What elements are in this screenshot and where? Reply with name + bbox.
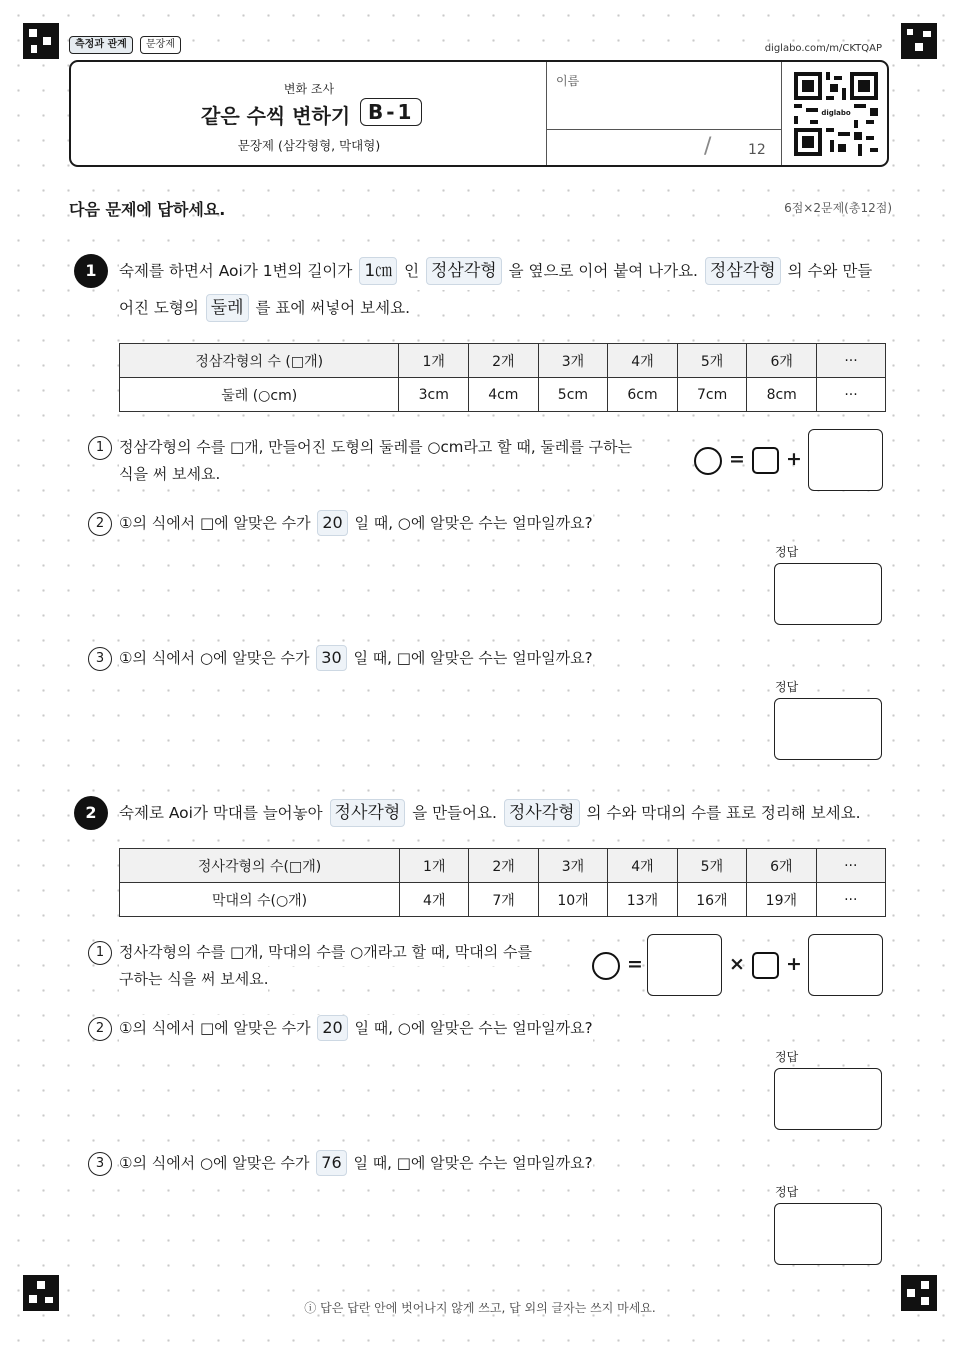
circle-symbol-icon [694,447,722,475]
square-symbol-icon [752,952,779,979]
score-total: 12 [748,142,766,158]
table-cell: 2개 [469,849,538,883]
worksheet-header [69,60,889,167]
page-title: 같은 수씩 변하기 [201,104,351,128]
highlight: 정사각형 [330,799,406,827]
highlight: 1㎝ [359,257,397,285]
answer-label: 정답 [775,1185,799,1199]
data-table [119,343,886,412]
sub-question-text: 식을 써 보세요. [119,461,220,488]
table-row-header: 막대의 수(○개) [120,883,400,917]
score-slash: / [704,134,712,159]
divider [781,62,782,165]
answer-label: 정답 [775,1050,799,1064]
divider [546,62,547,165]
table-row-header: 둘레 (○cm) [120,378,399,412]
table-cell: ··· [816,883,885,917]
table-cell: 7개 [469,883,538,917]
table-cell: 6개 [747,344,817,378]
sub-question-text: ①의 식에서 ○에 알맞은 수가 76 일 때, □에 알맞은 수는 얼마일까요? [119,1150,593,1177]
table-row-header: 정사각형의 수(□개) [120,849,400,883]
table-cell: 6개 [747,849,816,883]
plus-sign: + [786,448,802,470]
sub-question-number: 1 [88,941,112,965]
equals-sign: = [627,953,643,975]
plus-sign: + [786,953,802,975]
table-cell: 4개 [608,849,677,883]
corner-marker-top-right [901,23,937,59]
question-number: 1 [74,254,108,288]
sub-question-text: 정삼각형의 수를 □개, 만들어진 도형의 둘레를 ○cm라고 할 때, 둘레를 구하는 [119,434,632,461]
header-subtitle: 문장제 (삼각형형, 막대형) [237,138,381,153]
answer-box[interactable] [774,1068,882,1130]
question-number: 2 [74,796,108,830]
highlight: 30 [316,645,346,671]
answer-box[interactable] [774,698,882,760]
highlight: 둘레 [206,294,249,322]
table-cell: 8cm [747,378,817,412]
table-cell: 4개 [400,883,469,917]
answer-box[interactable] [774,563,882,625]
table-cell: 1개 [399,344,469,378]
header-category: 변화 조사 [283,82,335,96]
formula-answer-box[interactable] [647,934,722,996]
table-cell: 13개 [608,883,677,917]
table-cell: 19개 [747,883,816,917]
table-cell: ··· [816,849,885,883]
qr-label: diglabo [821,109,851,117]
answer-label: 정답 [775,545,799,559]
table-cell: 2개 [469,344,539,378]
square-symbol-icon [752,447,779,474]
points-info: 6점×2문제(총12점) [784,201,892,215]
highlight: 정삼각형 [705,257,781,285]
formula-answer-box[interactable] [808,429,883,491]
table-cell: 16개 [677,883,746,917]
table-cell: 4cm [469,378,539,412]
question-text: 숙제로 Aoi가 막대를 늘어놓아 정사각형 을 만들어요. 정사각형 의 수와 막대의 수를 표로 정리해 보세요. [119,794,861,832]
table-cell: ··· [816,378,885,412]
tag-type: 문장제 [140,36,181,54]
formula-answer-box[interactable] [808,934,883,996]
sub-question-number: 2 [88,1017,112,1041]
highlight: 정사각형 [504,799,580,827]
sub-question-number: 2 [88,512,112,536]
divider [547,129,781,130]
circle-symbol-icon [592,952,620,980]
table-cell: 3개 [538,849,607,883]
table-cell: 7cm [677,378,747,412]
highlight: 76 [316,1150,346,1176]
corner-marker-top-left [23,23,59,59]
sub-question-text: 정사각형의 수를 □개, 막대의 수를 ○개라고 할 때, 막대의 수를 [119,939,532,966]
table-cell: 3개 [538,344,608,378]
times-sign: × [729,953,745,975]
sub-question-number: 3 [88,647,112,671]
sub-question-text: ①의 식에서 □에 알맞은 수가 20 일 때, ○에 알맞은 수는 얼마일까요? [119,1015,593,1042]
table-cell: 3cm [399,378,469,412]
sub-question-number: 3 [88,1152,112,1176]
instruction: 다음 문제에 답하세요. [69,200,226,219]
table-row-header: 정삼각형의 수 (□개) [120,344,399,378]
table-cell: 10개 [538,883,607,917]
sub-question-text: ①의 식에서 □에 알맞은 수가 20 일 때, ○에 알맞은 수는 얼마일까요? [119,510,593,537]
table-cell: ··· [816,344,885,378]
question-text: 어진 도형의 둘레 를 표에 써넣어 보세요. [119,289,410,327]
sub-question-number: 1 [88,436,112,460]
tag-category: 측정과 관계 [69,36,133,54]
footer-note: ⓘ 답은 답란 안에 벗어나지 않게 쓰고, 답 외의 글자는 쓰지 마세요. [304,1301,656,1315]
highlight: 20 [317,1015,347,1041]
sub-question-text: 구하는 식을 써 보세요. [119,966,268,993]
equals-sign: = [729,448,745,470]
table-cell: 1개 [400,849,469,883]
table-cell: 5개 [677,849,746,883]
worksheet-code: B-1 [360,98,422,126]
highlight: 정삼각형 [426,257,502,285]
table-cell: 6cm [608,378,678,412]
data-table [119,848,886,917]
worksheet-url: diglabo.com/m/CKTQAP [764,43,882,54]
sub-question-text: ①의 식에서 ○에 알맞은 수가 30 일 때, □에 알맞은 수는 얼마일까요? [119,645,593,672]
question-text: 숙제를 하면서 Aoi가 1변의 길이가 1㎝ 인 정삼각형 을 옆으로 이어 붙여 나가요. 정삼각형 의 수와 만들 [119,252,872,290]
table-cell: 4개 [608,344,678,378]
highlight: 20 [317,510,347,536]
table-cell: 5개 [677,344,747,378]
table-cell: 5cm [538,378,608,412]
name-field-label: 이름 [556,74,580,88]
answer-label: 정답 [775,680,799,694]
answer-box[interactable] [774,1203,882,1265]
